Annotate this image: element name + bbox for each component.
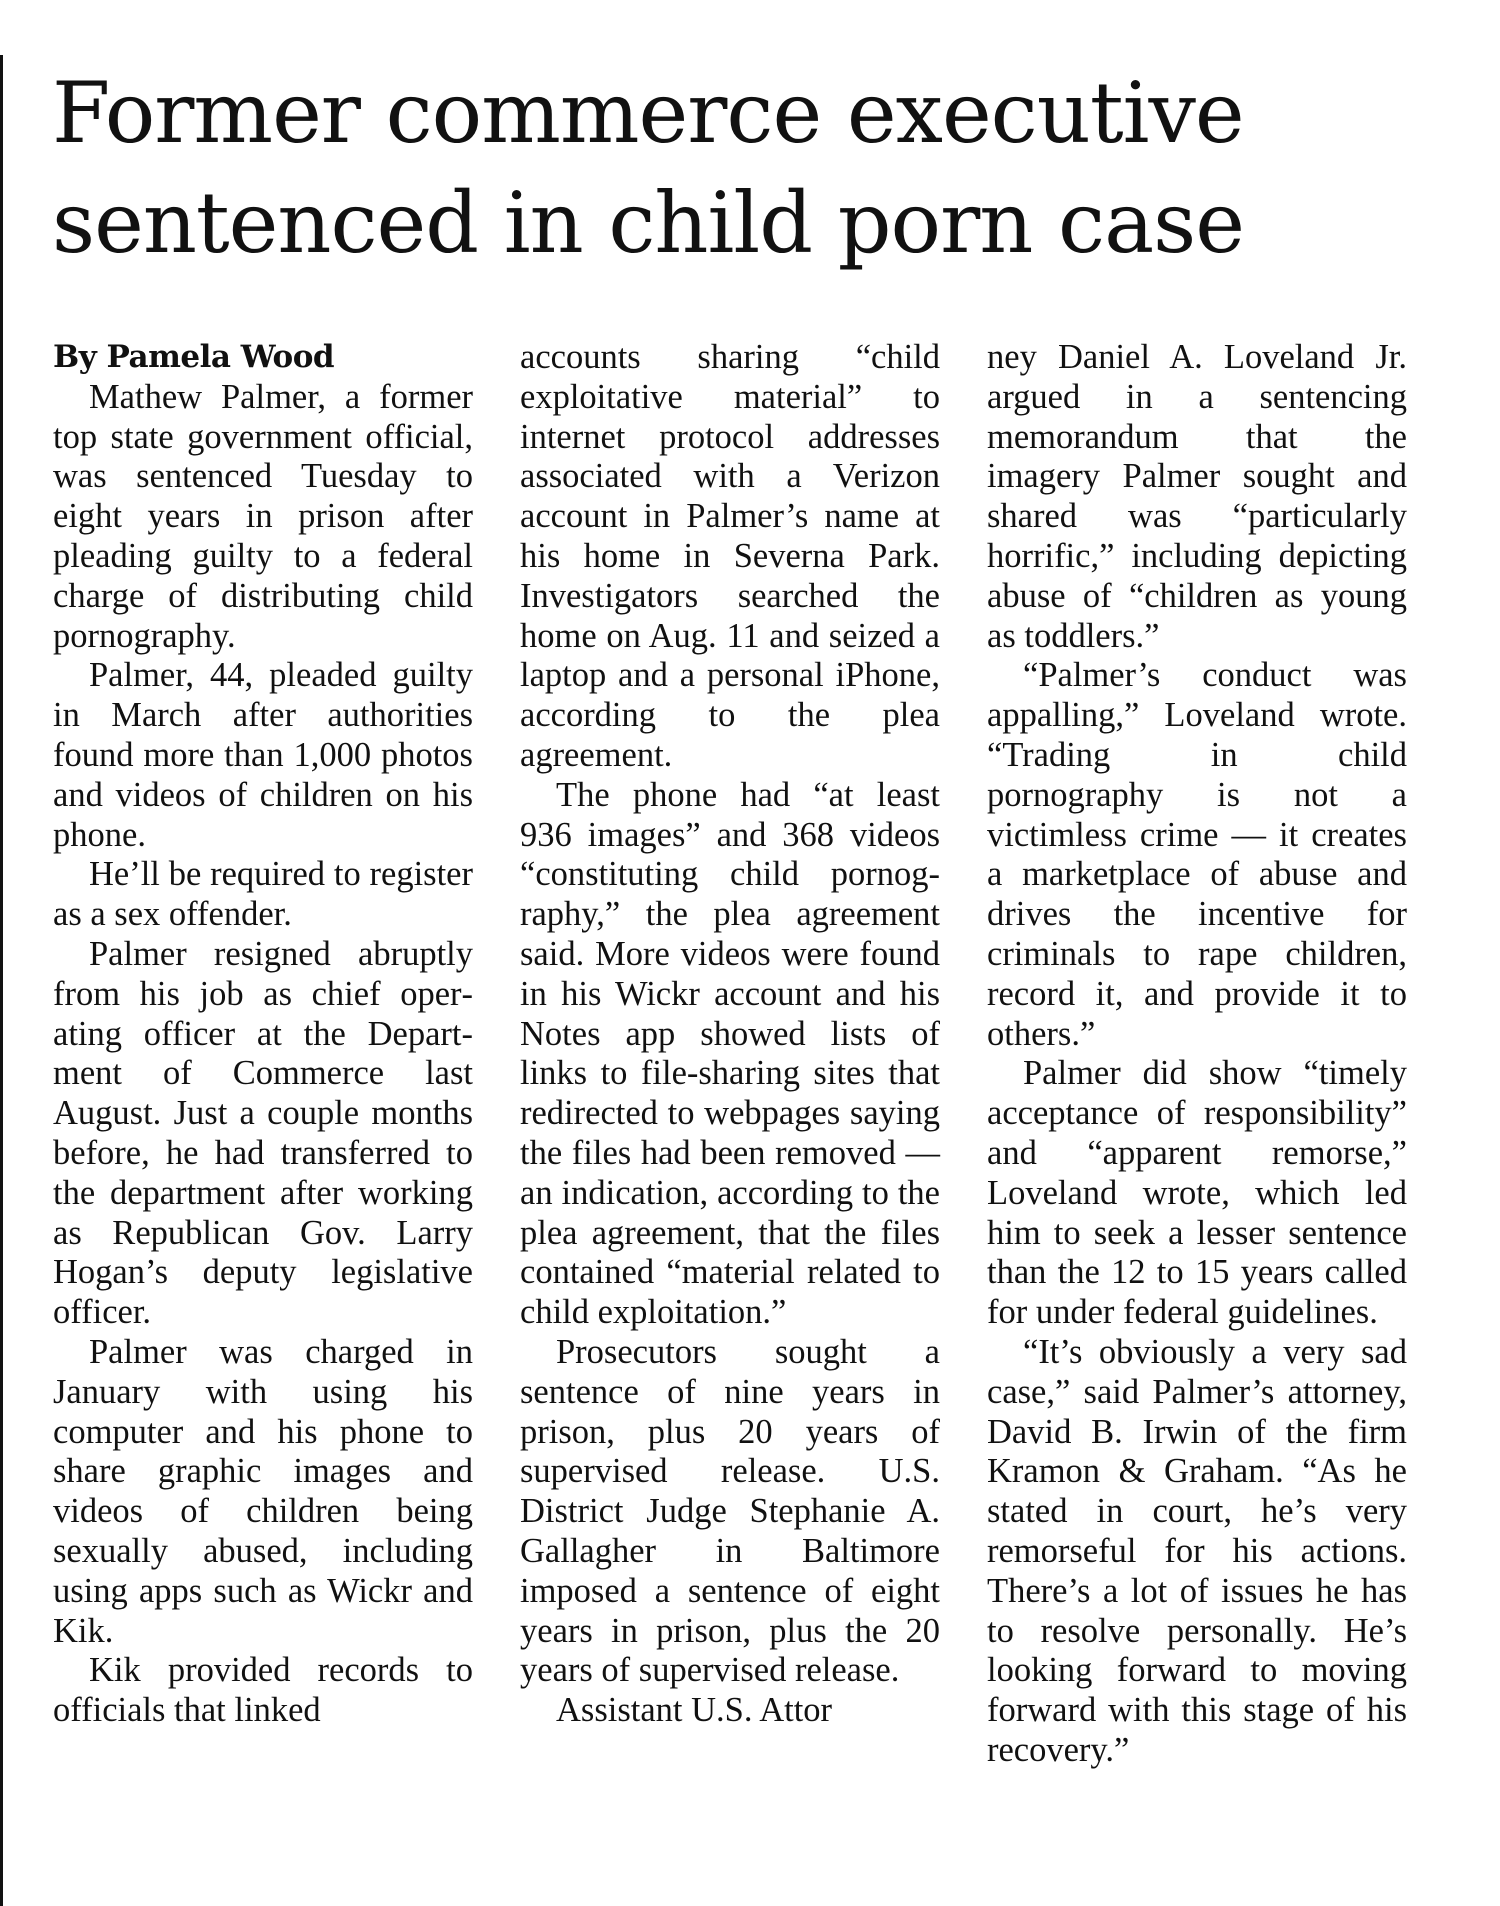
paragraph: The phone had “at least 936 images” and 368 videos “constituting child pornography,” the plea agreement said. More videos were found in his Wickr account and his Notes app showed lists of links to file-sharing sites that redirected to webpages saying the files had been removed — an indication, according to the plea agreement, that the files contained “material related to child exploitation.”: [520, 775, 940, 1332]
paragraph: “It’s obviously a very sad case,” said Palmer’s attorney, David B. Irwin of the firm Kramon & Graham. “As he stated in court, he’s very remorseful for his actions. There’s a lot of issues he has to resolve personally. He’s looking forward to moving forward with this stage of his recovery.”: [987, 1332, 1407, 1769]
column-rule: [0, 55, 3, 1906]
byline: By Pamela Wood: [53, 339, 335, 375]
paragraph: Palmer resigned abruptly from his job as chief operating officer at the Department of Commerce last August. Just a couple months before, he had transferred to the department after working as Republican Gov. Larry Hogan’s deputy legislative officer.: [53, 934, 473, 1332]
paragraph: Palmer was charged in January with using his computer and his phone to share graphic images and videos of children being sexually abused, including using apps such as Wickr and Kik.: [53, 1332, 473, 1650]
paragraph: Mathew Palmer, a former top state government official, was sentenced Tuesday to eight years in prison after pleading guilty to a federal charge of distributing child pornography.: [53, 377, 473, 655]
paragraph: Palmer did show “timely acceptance of responsibility” and “apparent remorse,” Loveland wrote, which led him to seek a lesser sentence than the 12 to 15 years called for under federal guidelines.: [987, 1054, 1407, 1332]
article-column-3: [987, 338, 1407, 1771]
article-column-2: [520, 338, 940, 1731]
paragraph: He’ll be required to register as a sex offender.: [53, 855, 473, 934]
paragraph: Palmer, 44, pleaded guilty in March after authorities found more than 1,000 photos and videos of children on his phone.: [53, 656, 473, 854]
paragraph: Assistant U.S. Attor: [556, 1691, 833, 1730]
headline: Former commerce executive sentenced in child porn case: [52, 64, 1244, 272]
paragraph: Kik provided records to officials that linked: [53, 1651, 473, 1730]
article-column-1: [53, 338, 473, 1731]
paragraph-continued: accounts sharing “child exploitative material” to internet protocol addresses associated with a Verizon account in Palmer’s name at his home in Severna Park. Investigators searched the home on Aug. 11 and seized a laptop and a personal iPhone, according to the plea agreement.: [520, 338, 940, 774]
paragraph: Prosecutors sought a sentence of nine years in prison, plus 20 years of supervised release. U.S. District Judge Stephanie A. Gallagher in Baltimore imposed a sentence of eight years in prison, plus the 20 years of supervised release.: [520, 1332, 940, 1690]
paragraph: “Palmer’s conduct was appalling,” Loveland wrote. “Trading in child pornography is not a victimless crime — it creates a marketplace of abuse and drives the incentive for criminals to rape children, record it, and provide it to others.”: [987, 656, 1407, 1053]
paragraph-continued: ney Daniel A. Loveland Jr. argued in a sentencing memorandum that the imagery Palmer sought and shared was “particularly horrific,” including depicting abuse of “children as young as toddlers.”: [987, 338, 1407, 655]
